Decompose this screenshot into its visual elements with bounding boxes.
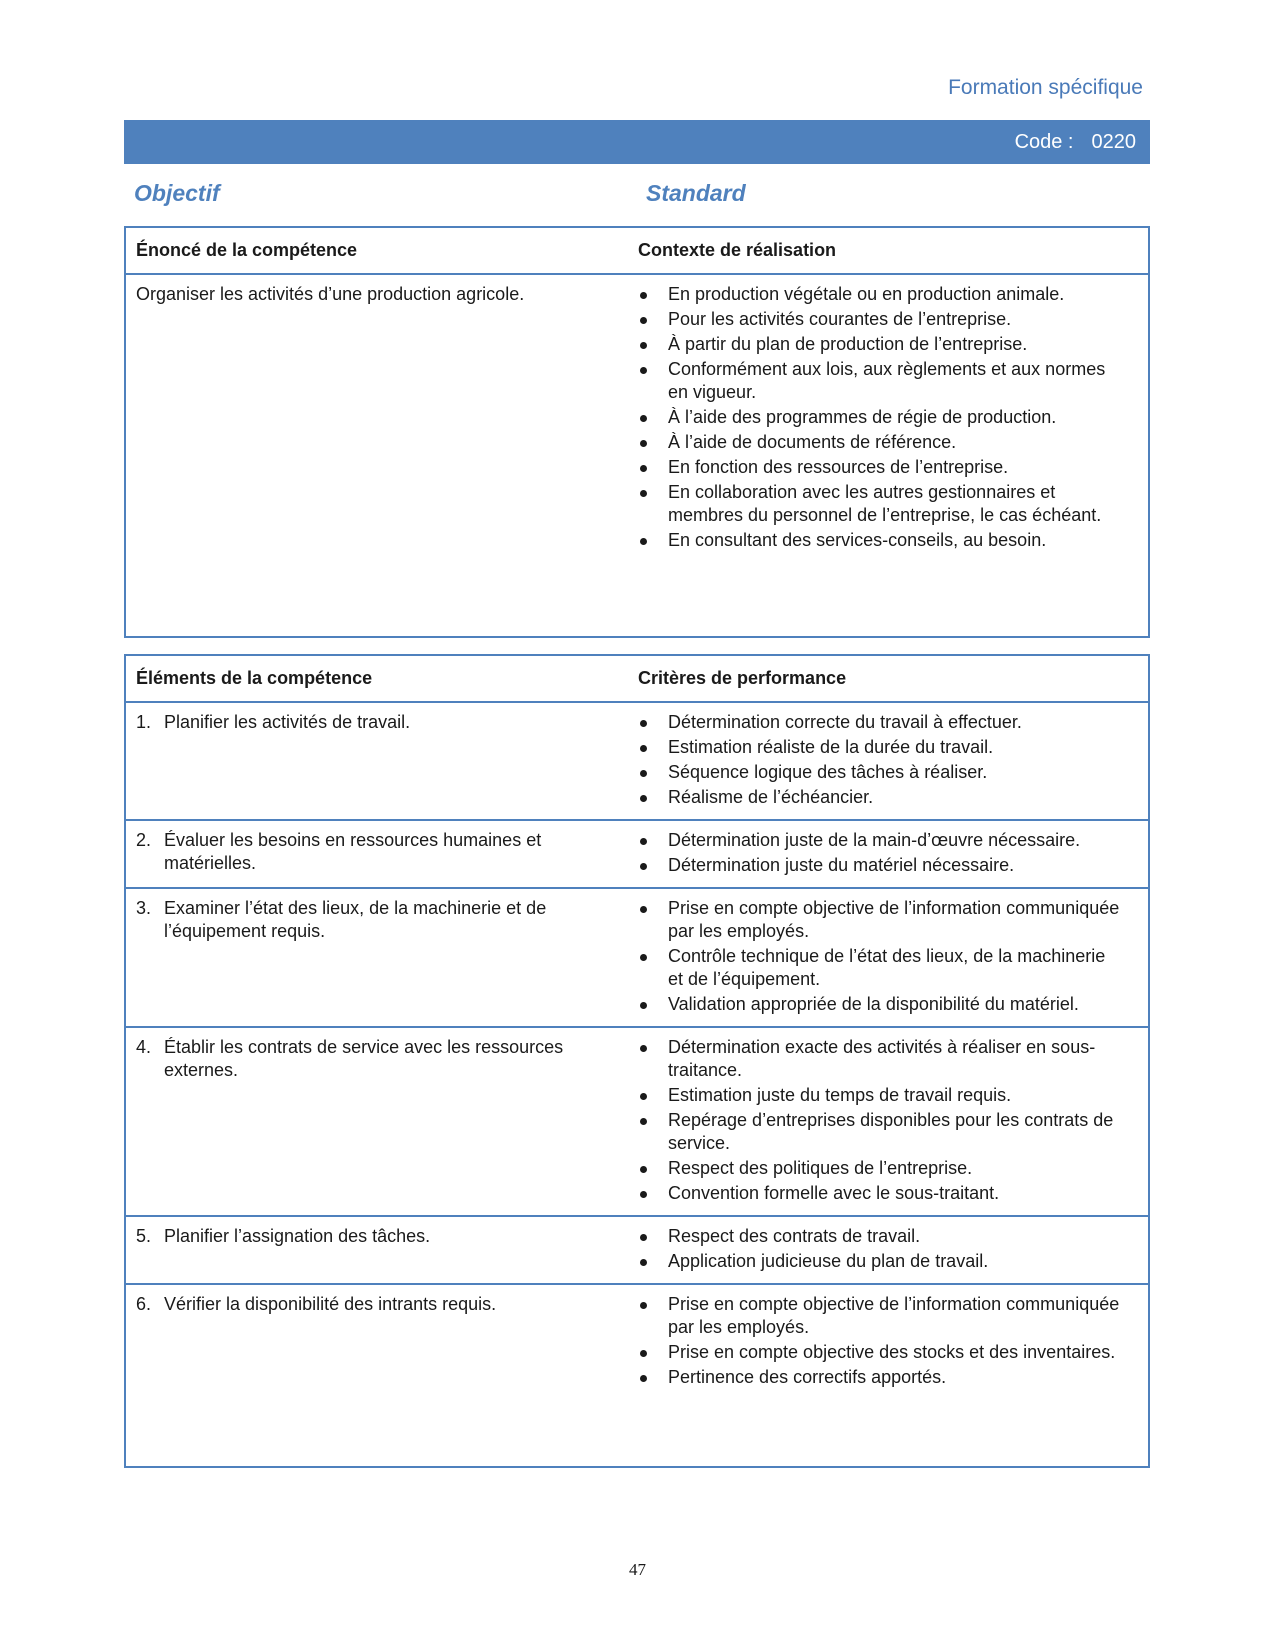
element-row [126,889,1148,1028]
criterion-item: Pertinence des correctifs apportés. [638,1366,1124,1389]
competence-header-row [126,228,1148,275]
element-cell [126,1285,638,1399]
criterion-item: Repérage d’entreprises disponibles pour les contrats de service. [638,1109,1124,1155]
context-item: Conformément aux lois, aux règlements et aux normes en vigueur. [638,358,1124,404]
competence-body-row [126,275,1148,562]
statement-heading: Énoncé de la compétence [136,240,358,260]
elements-table [124,654,1150,1468]
element-number: 2. [136,830,152,850]
context-item: En production végétale ou en production animale. [638,283,1124,306]
context-item: À partir du plan de production de l’entreprise. [638,333,1124,356]
criterion-item: Validation appropriée de la disponibilité du matériel. [638,993,1124,1016]
criteria-list [638,1036,1124,1205]
element-text: Établir les contrats de service avec les ressources externes. [164,1037,564,1080]
context-item: Pour les activités courantes de l’entreprise. [638,308,1124,331]
criteria-cell [638,889,1148,1026]
criteria-list [638,1293,1124,1389]
code-value: 0220 [1091,130,1136,153]
code-band [124,120,1150,164]
element-text: Planifier les activités de travail. [164,712,411,732]
criteria-list [638,829,1124,877]
criteria-heading: Critères de performance [638,668,847,688]
element-number: 5. [136,1226,152,1246]
criterion-item: Prise en compte objective de l’information communiquée par les employés. [638,1293,1124,1339]
competence-statement: Organiser les activités d’une production agricole. [136,284,525,304]
element-row [126,703,1148,821]
element-row [126,1217,1148,1285]
element-number: 1. [136,712,152,732]
criterion-item: Estimation réaliste de la durée du travail. [638,736,1124,759]
elements-header-row [126,656,1148,703]
criteria-list [638,711,1124,809]
element-text: Planifier l’assignation des tâches. [164,1226,431,1246]
criterion-item: Prise en compte objective de l’information communiquée par les employés. [638,897,1124,943]
criteria-cell [638,1217,1148,1283]
context-item: En fonction des ressources de l’entreprise. [638,456,1124,479]
context-list [638,283,1124,552]
page-number: 47 [629,1560,646,1579]
element-number: 3. [136,898,152,918]
criterion-item: Respect des politiques de l’entreprise. [638,1157,1124,1180]
context-item: En consultant des services-conseils, au besoin. [638,529,1124,552]
criterion-item: Détermination juste de la main-d’œuvre nécessaire. [638,829,1124,852]
element-text: Évaluer les besoins en ressources humaines et matérielles. [164,830,542,873]
criteria-list [638,897,1124,1016]
criterion-item: Réalisme de l’échéancier. [638,786,1124,809]
criterion-item: Convention formelle avec le sous-traitant. [638,1182,1124,1205]
competence-table [124,226,1150,638]
criterion-item: Prise en compte objective des stocks et des inventaires. [638,1341,1124,1364]
element-rows [126,703,1148,1399]
element-text: Vérifier la disponibilité des intrants requis. [164,1294,497,1314]
element-number: 4. [136,1037,152,1057]
context-item: En collaboration avec les autres gestionnaires et membres du personnel de l’entreprise, le cas échéant. [638,481,1124,527]
criterion-item: Respect des contrats de travail. [638,1225,1124,1248]
context-item: À l’aide de documents de référence. [638,431,1124,454]
element-text: Examiner l’état des lieux, de la machinerie et de l’équipement requis. [164,898,547,941]
element-cell [126,703,638,819]
context-item: À l’aide des programmes de régie de production. [638,406,1124,429]
element-cell [126,1028,638,1215]
elements-heading: Éléments de la compétence [136,668,373,688]
criteria-cell [638,703,1148,819]
element-cell [126,889,638,1026]
objective-heading: Objectif [134,180,220,206]
criteria-cell [638,821,1148,887]
element-number: 6. [136,1294,152,1314]
element-cell [126,1217,638,1283]
program-label: Formation spécifique [948,76,1143,99]
criteria-cell [638,1285,1148,1399]
criterion-item: Détermination juste du matériel nécessaire. [638,854,1124,877]
criteria-list [638,1225,1124,1273]
context-cell [638,275,1148,562]
criterion-item: Détermination correcte du travail à effectuer. [638,711,1124,734]
column-headings [134,180,1134,214]
criterion-item: Contrôle technique de l’état des lieux, de la machinerie et de l’équipement. [638,945,1124,991]
element-cell [126,821,638,887]
context-heading: Contexte de réalisation [638,240,837,260]
element-row [126,821,1148,889]
criterion-item: Détermination exacte des activités à réaliser en sous-traitance. [638,1036,1124,1082]
criterion-item: Séquence logique des tâches à réaliser. [638,761,1124,784]
element-row [126,1028,1148,1217]
code-label: Code : [1014,130,1074,153]
standard-heading: Standard [646,180,746,206]
criterion-item: Application judicieuse du plan de travail. [638,1250,1124,1273]
criterion-item: Estimation juste du temps de travail requis. [638,1084,1124,1107]
element-row [126,1285,1148,1399]
criteria-cell [638,1028,1148,1215]
